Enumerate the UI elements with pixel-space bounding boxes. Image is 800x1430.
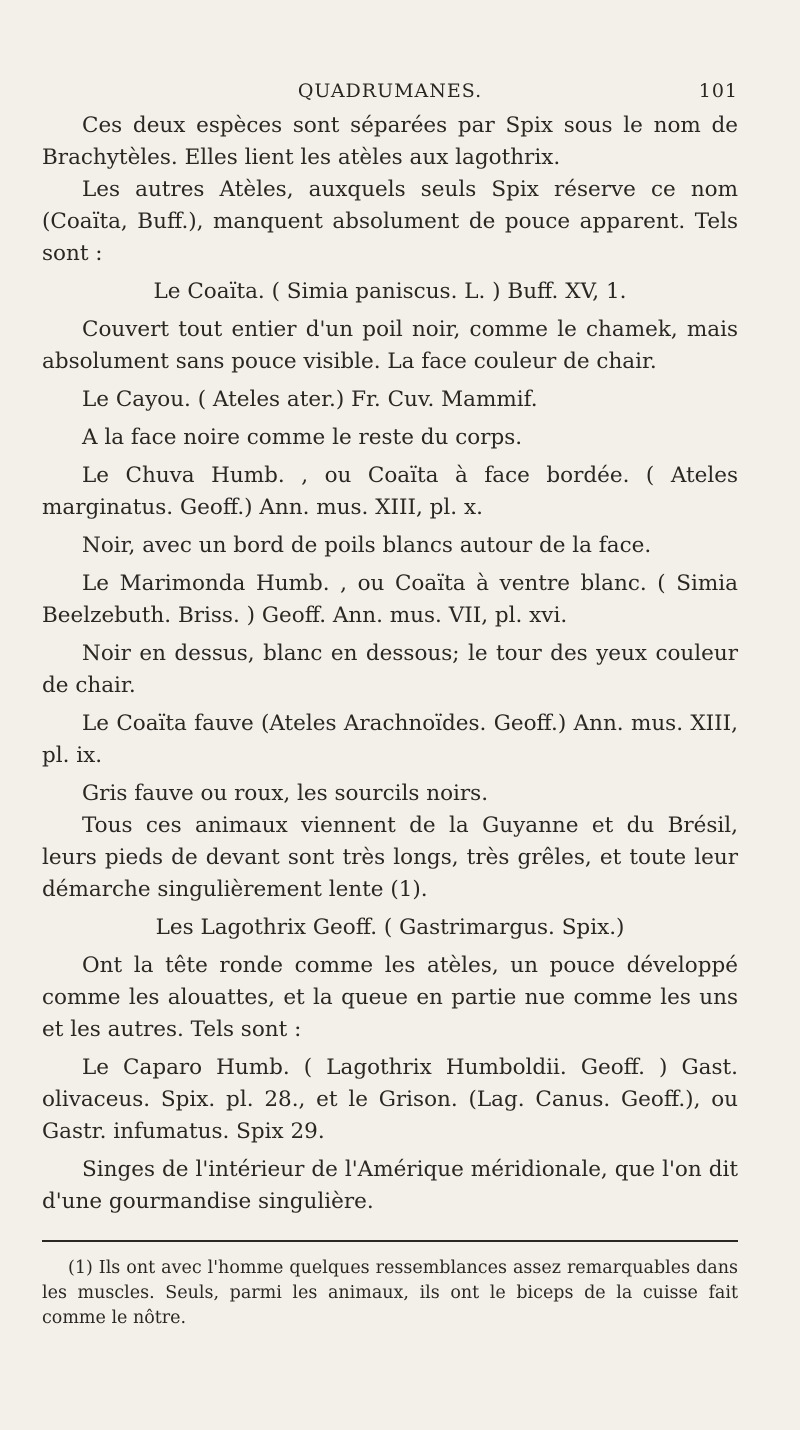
paragraph: Ces deux espèces sont séparées par Spix sous le nom de Brachytèles. Elles lient les atèles aux lagothrix. (42, 113, 738, 170)
species-entry: Le Coaïta fauve (Ateles Arachnoïdes. Geoff.) Ann. mus. XIII, pl. ix. (42, 711, 738, 768)
species-description: Noir, avec un bord de poils blancs autour de la face. (82, 533, 652, 558)
species-entry: Le Marimonda Humb. , ou Coaïta à ventre blanc. ( Simia Beelzebuth. Briss. ) Geoff. Ann. mus. VII, pl. xvi. (42, 571, 738, 628)
paragraph: Les autres Atèles, auxquels seuls Spix réserve ce nom (Coaïta, Buff.), manquent absolument de pouce apparent. Tels sont : (42, 177, 738, 266)
species-description: Noir en dessus, blanc en dessous; le tour des yeux couleur de chair. (42, 641, 738, 698)
species-entry: Le Coaïta. ( Simia paniscus. L. ) Buff. XV, 1. (153, 279, 627, 304)
running-title: QUADRUMANES. (297, 80, 483, 102)
paragraph: Ont la tête ronde comme les atèles, un pouce développé comme les alouattes, et la queue en partie nue comme les uns et les autres. Tels sont : (42, 953, 738, 1042)
species-description: Couvert tout entier d'un poil noir, comme le chamek, mais absolument sans pouce visible. La face couleur de chair. (42, 317, 738, 374)
species-entry: Le Chuva Humb. , ou Coaïta à face bordée. ( Ateles marginatus. Geoff.) Ann. mus. XIII, pl. x. (42, 463, 738, 520)
footnote-rule (42, 1240, 738, 1242)
species-entry: Le Caparo Humb. ( Lagothrix Humboldii. Geoff. ) Gast. olivaceus. Spix. pl. 28., et le Grison. (Lag. Canus. Geoff.), ou Gastr. infumatus. Spix 29. (42, 1055, 738, 1144)
page-number: 101 (698, 80, 738, 102)
running-header (42, 80, 738, 110)
genus-heading: Les Lagothrix Geoff. ( Gastrimargus. Spix.) (155, 915, 625, 940)
species-description: Gris fauve ou roux, les sourcils noirs. (82, 781, 489, 806)
body-text (42, 110, 738, 1218)
species-description: A la face noire comme le reste du corps. (82, 425, 523, 450)
paragraph: Singes de l'intérieur de l'Amérique méridionale, que l'on dit d'une gourmandise singulière. (42, 1157, 738, 1214)
paragraph: Tous ces animaux viennent de la Guyanne et du Brésil, leurs pieds de devant sont très longs, très grêles, et toute leur démarche singulièrement lente (1). (42, 813, 738, 902)
species-entry: Le Cayou. ( Ateles ater.) Fr. Cuv. Mammif. (82, 387, 538, 412)
footnote: (1) Ils ont avec l'homme quelques ressemblances assez remarquables dans les muscles. Seuls, parmi les animaux, ils ont le biceps de la cuisse fait comme le nôtre. (42, 1258, 738, 1328)
